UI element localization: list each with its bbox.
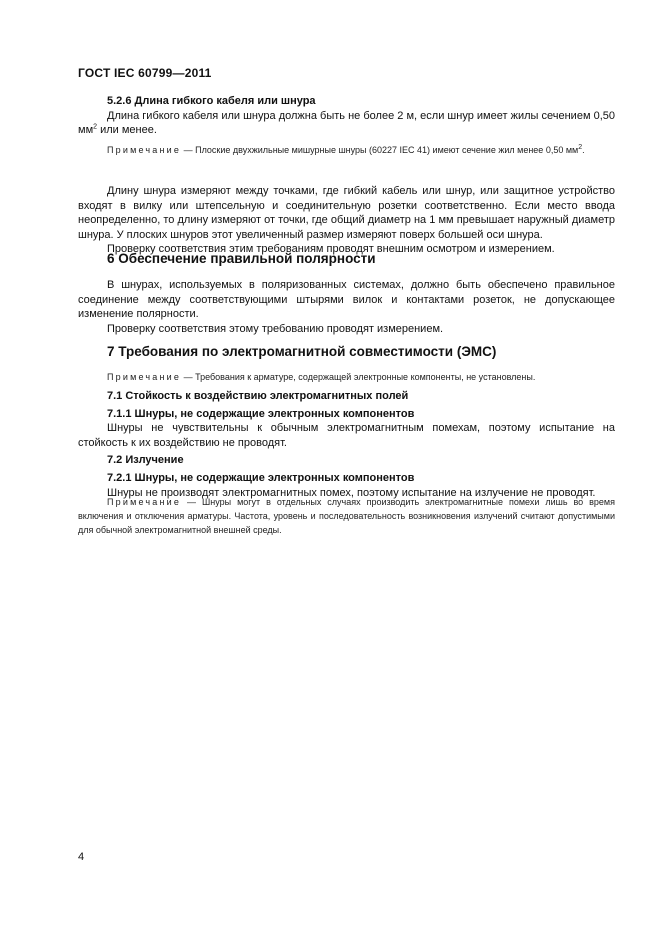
note-emc-emission <box>78 495 615 537</box>
note: Примечание — Плоские двухжильные мишурные шнуры (60227 IEC 41) имеют сечение жил менее 0,50 $мм^2$. <box>107 144 585 155</box>
paragraph: В шнурах, используемых в поляризованных системах, должно быть обеспечено правильное соединение между соответствующими штырями вилок и контактами розеток, не допускающее изменение полярности. <box>78 279 615 321</box>
section-7-body <box>78 389 615 500</box>
note-label: Примечание <box>107 372 182 382</box>
paragraph: Шнуры не чувствительны к обычным электромагнитным помехам, поэтому испытание на стойкость к их воздействию не проводят. <box>78 422 615 449</box>
paragraph: Проверку соответствия этим требованиям проводят внешним осмотром и измерением. <box>107 243 555 256</box>
document-header: ГОСТ IEC 60799—2011 <box>78 66 212 80</box>
subsection-title: 7.1.1 Шнуры, не содержащие электронных компонентов <box>107 407 415 420</box>
cord-length-measurement <box>78 184 615 257</box>
subsection-title: 7.2.1 Шнуры, не содержащие электронных компонентов <box>107 471 415 484</box>
paragraph: Длину шнура измеряют между точками, где гибкий кабель или шнур, или защитное устройство входят в вилку или штепсельную и соединительную розетки соответственно. Если место ввода неопределенно, то длину измеряют от точки, где общий диаметр на 1 мм превышает наружный диаметр шнура. У плоских шнуров этот увеличенный размер измеряют поверх большей оси шнура. <box>78 185 615 241</box>
section-6-title: 6 Обеспечение правильной полярности <box>107 251 376 266</box>
subsection-title: 7.1 Стойкость к воздействию электромагнитных полей <box>107 390 409 402</box>
paragraph: Проверку соответствия этому требованию проводят измерением. <box>107 322 444 335</box>
section-6-body <box>78 278 615 336</box>
note: Примечание — Шнуры могут в отдельных случаях производить электромагнитные помехи лишь во время включения и отключения арматуры. Частота, уровень и последовательность возникновения излучений считают допустимыми для обычной электромагнитной внешней среды. <box>78 497 615 535</box>
note: Примечание — Требования к арматуре, содержащей электронные компоненты, не установлены. <box>107 372 536 382</box>
note-label: Примечание <box>107 497 182 507</box>
page-number: 4 <box>78 851 85 863</box>
paragraph: Шнуры не производят электромагнитных помех, поэтому испытание на излучение не проводят. <box>107 486 596 499</box>
section-5-2-6 <box>78 94 615 138</box>
subsection-title: 7.2 Излучение <box>107 454 184 467</box>
section-title: 5.2.6 Длина гибкого кабеля или шнура <box>107 95 316 107</box>
note-emc <box>78 370 615 384</box>
paragraph: Длина гибкого кабеля или шнура должна быть не более 2 м, если шнур имеет жилы сечением 0,50 $мм^2$ или менее. <box>78 109 615 137</box>
note-cord-section <box>78 143 615 157</box>
note-label: Примечание <box>107 145 182 155</box>
section-7-title: 7 Требования по электромагнитной совместимости (ЭМС) <box>107 344 497 359</box>
